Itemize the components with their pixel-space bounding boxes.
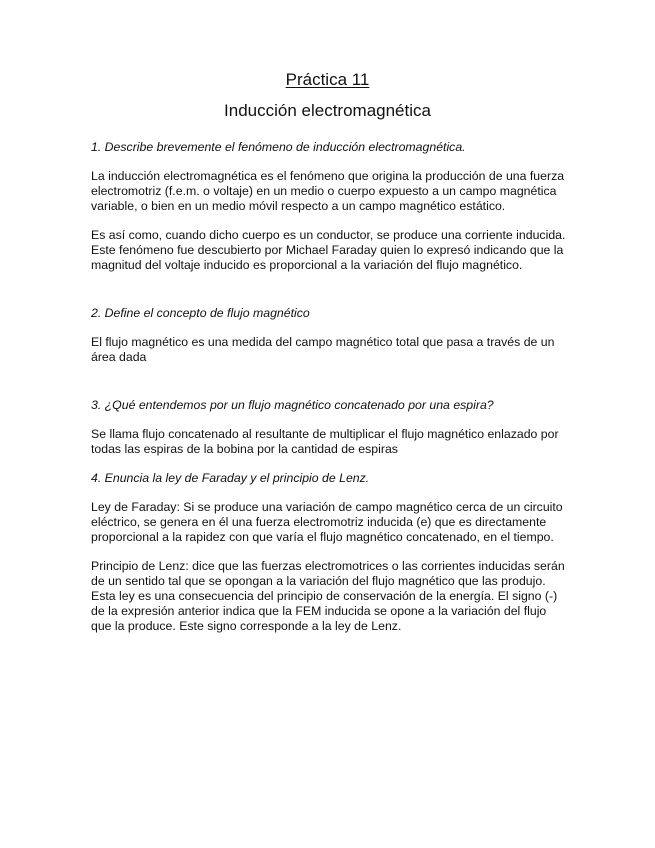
answer-1-paragraph-1: La inducción electromagnética es el fenómeno que origina la producción de una fuerza electromotriz (f.e.m. o voltaje) en un medio o cuerpo expuesto a un campo magnética variable, o bien en un medio móvil respecto a un campo magnético estático.: [91, 169, 565, 213]
answer-4-paragraph-1: Ley de Faraday: Si se produce una variación de campo magnético cerca de un circuito eléctrico, se genera en él una fuerza electromotriz inducida (e) que es directamente proporcional a la rapidez con que varía el flujo magnético concatenado, en el tiempo.: [91, 500, 563, 544]
answer-2: El flujo magnético es una medida del campo magnético total que pasa a través de un área dada: [91, 335, 555, 364]
document-subtitle: Inducción electromagnética: [224, 101, 431, 120]
document-title: Práctica 11: [285, 70, 370, 89]
answer-4-paragraph-2: Principio de Lenz: dice que las fuerzas electromotrices o las corrientes inducidas serán de un sentido tal que se opongan a la variación del flujo magnético que las produjo. Esta ley es una consecuencia del principio de conservación de la energía. El signo (-) de la expresión anterior indica que la FEM inducida se opone a la variación del flujo que la produce. Este signo corresponde a la ley de Lenz.: [91, 559, 565, 633]
question-3: 3. ¿Qué entendemos por un flujo magnético concatenado por una espira?: [91, 398, 494, 412]
question-2: 2. Define el concepto de flujo magnético: [91, 306, 310, 320]
answer-3: Se llama flujo concatenado al resultante de multiplicar el flujo magnético enlazado por todas las espiras de la bobina por la cantidad de espiras: [91, 427, 559, 456]
answer-1-paragraph-2: Es así como, cuando dicho cuerpo es un conductor, se produce una corriente inducida. Este fenómeno fue descubierto por Michael Faraday quien lo expresó indicando que la magnitud del voltaje inducido es proporcional a la variación del flujo magnético.: [91, 228, 566, 272]
question-4: 4. Enuncia la ley de Faraday y el principio de Lenz.: [91, 471, 370, 485]
question-1: 1. Describe brevemente el fenómeno de inducción electromagnética.: [91, 140, 466, 154]
document-body: [91, 140, 567, 634]
